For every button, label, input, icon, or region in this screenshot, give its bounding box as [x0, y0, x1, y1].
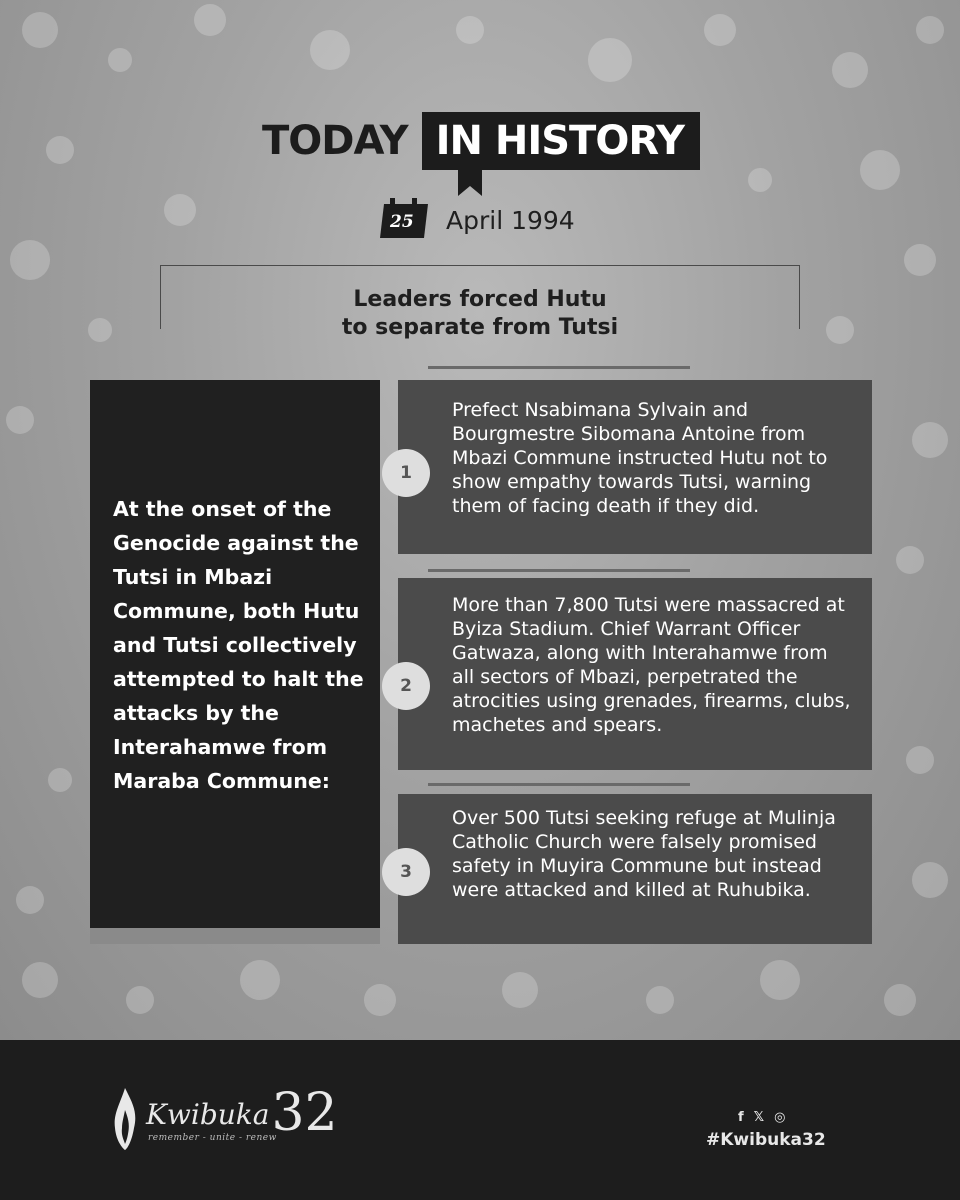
x-icon[interactable]: 𝕏: [753, 1110, 765, 1125]
calendar-day: 25: [390, 212, 414, 232]
flame-icon: [112, 1088, 138, 1150]
date-text: April 1994: [446, 205, 575, 235]
logo-tagline: remember - unite - renew: [148, 1133, 277, 1143]
title-today: TODAY: [262, 118, 408, 164]
date-row: [378, 196, 575, 244]
event-number-1: 1: [382, 449, 430, 497]
headline-frame-left: [160, 265, 161, 329]
divider: [428, 366, 690, 369]
event-card-2: [398, 578, 872, 770]
bookmark-ribbon-icon: [458, 166, 482, 196]
event-text-3: Over 500 Tutsi seeking refuge at Mulinja Catholic Church were falsely promised safety in Muyira Commune but instead were attacked and killed at Ruhubika.: [452, 807, 836, 901]
divider: [428, 569, 690, 572]
headline: [180, 286, 780, 342]
event-card-3: [398, 794, 872, 944]
event-number-3: 3: [382, 848, 430, 896]
social-icons: [738, 1110, 785, 1125]
logo-word: Kwibuka: [146, 1098, 270, 1131]
hashtag: #Kwibuka32: [706, 1130, 826, 1150]
event-text-1: Prefect Nsabimana Sylvain and Bourgmestre Sibomana Antoine from Mbazi Commune instructed Hutu not to show empathy towards Tutsi, warning them of facing death if they did.: [452, 399, 828, 517]
headline-frame-top: [160, 265, 800, 266]
instagram-icon[interactable]: ◎: [774, 1110, 786, 1125]
page-title: [262, 110, 700, 172]
event-text-2: More than 7,800 Tutsi were massacred at Byiza Stadium. Chief Warrant Officer Gatwaza, along with Interahamwe from all sectors of Mbazi, perpetrated the atrocities using grenades, firearms, clubs, machetes and spears.: [452, 594, 851, 736]
event-number-2: 2: [382, 662, 430, 710]
divider: [428, 783, 690, 786]
title-in-history: IN HISTORY: [422, 112, 700, 170]
headline-line-2: to separate from Tutsi: [341, 315, 619, 340]
calendar-icon: [378, 198, 432, 242]
headline-line-1: Leaders forced Hutu: [353, 287, 607, 312]
event-card-1: [398, 380, 872, 554]
intro-card-underline: [90, 928, 380, 944]
intro-text: At the onset of the Genocide against the Tutsi in Mbazi Commune, both Hutu and Tutsi collectively attempted to halt the attacks by the Interahamwe from Maraba Commune:: [113, 497, 364, 793]
headline-frame-right: [799, 265, 800, 329]
facebook-icon[interactable]: f: [738, 1110, 744, 1125]
logo-number: 32: [271, 1083, 338, 1143]
